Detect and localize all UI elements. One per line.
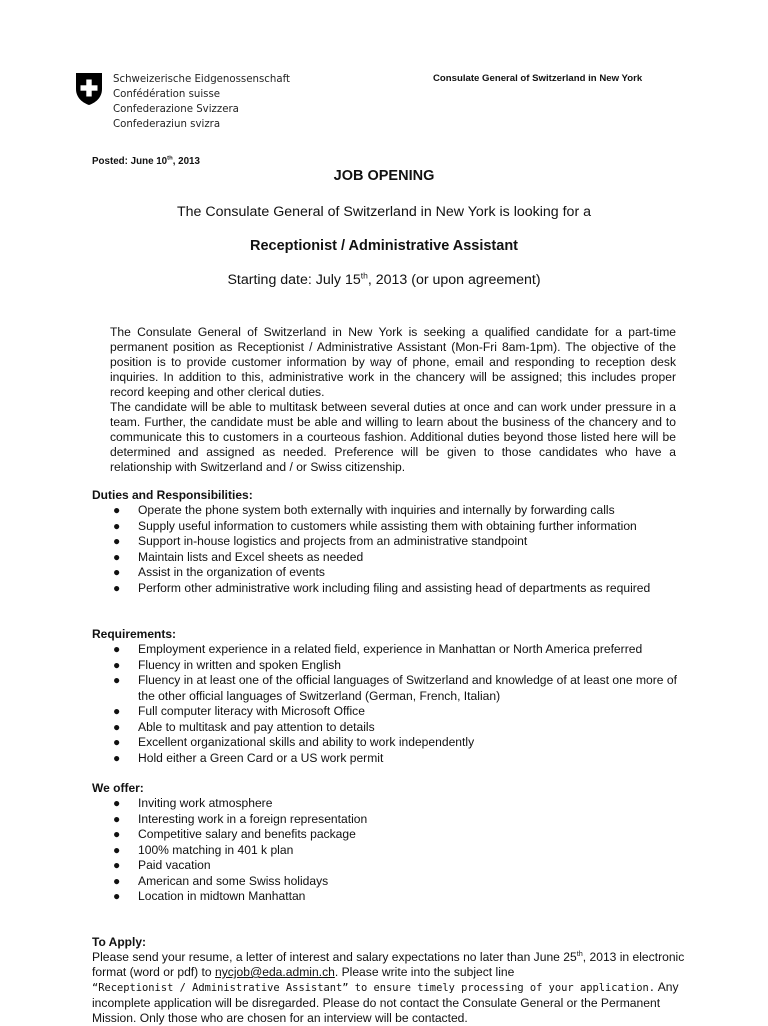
agency-line: Confédération suisse — [113, 89, 221, 100]
list-item — [110, 720, 690, 736]
consulate-name: Consulate General of Switzerland in New York — [433, 73, 643, 84]
list-item — [110, 550, 690, 566]
apply-heading: To Apply: — [92, 935, 146, 949]
list-item — [110, 704, 690, 720]
list-item — [110, 503, 690, 519]
list-item-text: Hold either a Green Card or a US work permit — [138, 750, 384, 765]
list-item — [110, 565, 690, 581]
position-title: Receptionist / Administrative Assistant — [249, 238, 519, 254]
list-item-text: Location in midtown Manhattan — [138, 889, 306, 903]
bullet-icon: ● — [113, 873, 121, 888]
offer-list — [110, 796, 690, 905]
bullet-icon: ● — [113, 673, 121, 687]
list-item-text: Assist in the organization of events — [138, 565, 325, 579]
posted-prefix: Posted: June 10 — [92, 156, 168, 167]
bullet-icon: ● — [113, 842, 121, 857]
posted-sup: th — [167, 155, 173, 162]
requirements-heading: Requirements: — [92, 627, 177, 641]
start-sup: th — [360, 270, 368, 281]
bullet-icon: ● — [113, 580, 121, 595]
agency-line: Schweizerische Eidgenossenschaft — [113, 74, 290, 85]
bullet-icon: ● — [113, 811, 121, 826]
list-item — [110, 874, 690, 890]
apply-text: , 2013 in electronic format (word or pdf) to — [92, 950, 685, 979]
list-item-text: Competitive salary and benefits package — [138, 827, 356, 841]
list-item — [110, 751, 690, 767]
bullet-icon: ● — [113, 549, 121, 564]
list-item-text: Maintain lists and Excel sheets as needed — [138, 549, 364, 564]
list-item — [110, 735, 690, 751]
posted-suffix: , 2013 — [172, 156, 200, 167]
list-item — [110, 658, 690, 674]
list-item-text: Excellent organizational skills and ability to work independently — [138, 735, 475, 749]
list-item-text: Paid vacation — [138, 858, 211, 872]
bullet-icon: ● — [113, 735, 121, 749]
bullet-icon: ● — [113, 796, 121, 810]
list-item — [110, 812, 690, 828]
bullet-icon: ● — [113, 704, 121, 718]
bullet-icon: ● — [113, 858, 121, 872]
start-suffix: , 2013 (or upon agreement) — [367, 272, 541, 288]
posted-date — [92, 156, 200, 167]
bullet-icon: ● — [113, 565, 121, 579]
starting-date — [0, 272, 768, 288]
list-item — [110, 519, 690, 535]
list-item-text: Support in-house logistics and projects from an administrative standpoint — [138, 534, 528, 548]
list-item-text: Employment experience in a related field, experience in Manhattan or North America preferred — [138, 642, 643, 656]
bullet-icon: ● — [113, 642, 121, 656]
list-item — [110, 581, 690, 597]
list-item — [110, 889, 690, 905]
bullet-icon: ● — [113, 657, 121, 672]
page-title: JOB OPENING — [333, 168, 435, 184]
apply-text: Any incomplete application will be disregarded. Please do not contact the Consulate General or the Permanent Mission. Only those who are chosen for an interview will be contacted. — [92, 980, 679, 1025]
bullet-icon: ● — [113, 534, 121, 548]
duties-heading: Duties and Responsibilities: — [92, 488, 253, 502]
agency-line: Confederaziun svizra — [113, 119, 221, 130]
list-item — [110, 642, 690, 658]
list-item — [110, 843, 690, 859]
apply-sup: th — [576, 948, 583, 958]
list-item-text: Able to multitask and pay attention to details — [138, 719, 375, 734]
apply-instructions — [92, 950, 692, 1026]
list-item — [110, 796, 690, 812]
list-item-text: 100% matching in 401 k plan — [138, 842, 294, 857]
list-item-text: Full computer literacy with Microsoft Office — [138, 704, 365, 718]
bullet-icon: ● — [113, 503, 121, 517]
list-item-text: Supply useful information to customers while assisting them with obtaining further information — [138, 518, 637, 533]
apply-text: . Please write into the subject line — [334, 965, 515, 979]
description-paragraph: The candidate will be able to multitask between several duties at once and can work under pressure in a team. Further, the candidate must be able and willing to learn about the business of the chancery and to communicate this to customers in a courteous fashion. Additional duties beyond those listed here will be determined and assigned as needed. Preference will be given to those candidates who have a relationship with Switzerland and / or Swiss citizenship. — [110, 400, 676, 475]
subject-line-text: “Receptionist / Administrative Assistant” to ensure timely processing of your application. — [92, 982, 656, 994]
list-item-text: Perform other administrative work including filing and assisting head of departments as required — [138, 580, 651, 595]
list-item-text: Operate the phone system both externally with inquiries and internally by forwarding calls — [138, 503, 615, 517]
start-prefix: Starting date: July 15 — [227, 272, 361, 288]
list-item — [110, 534, 690, 550]
list-item — [110, 673, 690, 704]
bullet-icon: ● — [113, 827, 121, 841]
intro-line: The Consulate General of Switzerland in New York is looking for a — [176, 204, 592, 220]
agency-names — [113, 72, 290, 132]
list-item-text: American and some Swiss holidays — [138, 873, 329, 888]
bullet-icon: ● — [113, 889, 121, 903]
swiss-crest-icon — [75, 72, 103, 106]
bullet-icon: ● — [113, 750, 121, 765]
requirements-list — [110, 642, 690, 766]
offer-heading: We offer: — [92, 781, 144, 795]
email-link[interactable]: nycjob@eda.admin.ch — [215, 965, 335, 979]
list-item — [110, 827, 690, 843]
list-item-text: Inviting work atmosphere — [138, 796, 273, 810]
description-paragraph: The Consulate General of Switzerland in New York is seeking a qualified candidate for a part-time permanent position as Receptionist / Administrative Assistant (Mon-Fri 8am-1pm). The objective of the position is to provide customer information by way of phone, email and responding to reception desk inquiries. In addition to this, administrative work in the chancery will be assigned; this includes proper record keeping and other clerical duties. — [110, 325, 676, 400]
duties-list — [110, 503, 690, 596]
bullet-icon: ● — [113, 518, 121, 533]
bullet-icon: ● — [113, 719, 121, 734]
list-item — [110, 858, 690, 874]
apply-text: Please send your resume, a letter of interest and salary expectations no later than June 25 — [92, 950, 577, 964]
list-item-text: Fluency in at least one of the official languages of Switzerland and knowledge of at least one more of the other official languages of Switzerland (German, French, Italian) — [138, 673, 677, 703]
agency-line: Confederazione Svizzera — [113, 104, 239, 115]
list-item-text: Fluency in written and spoken English — [138, 657, 342, 672]
list-item-text: Interesting work in a foreign representation — [138, 811, 368, 826]
